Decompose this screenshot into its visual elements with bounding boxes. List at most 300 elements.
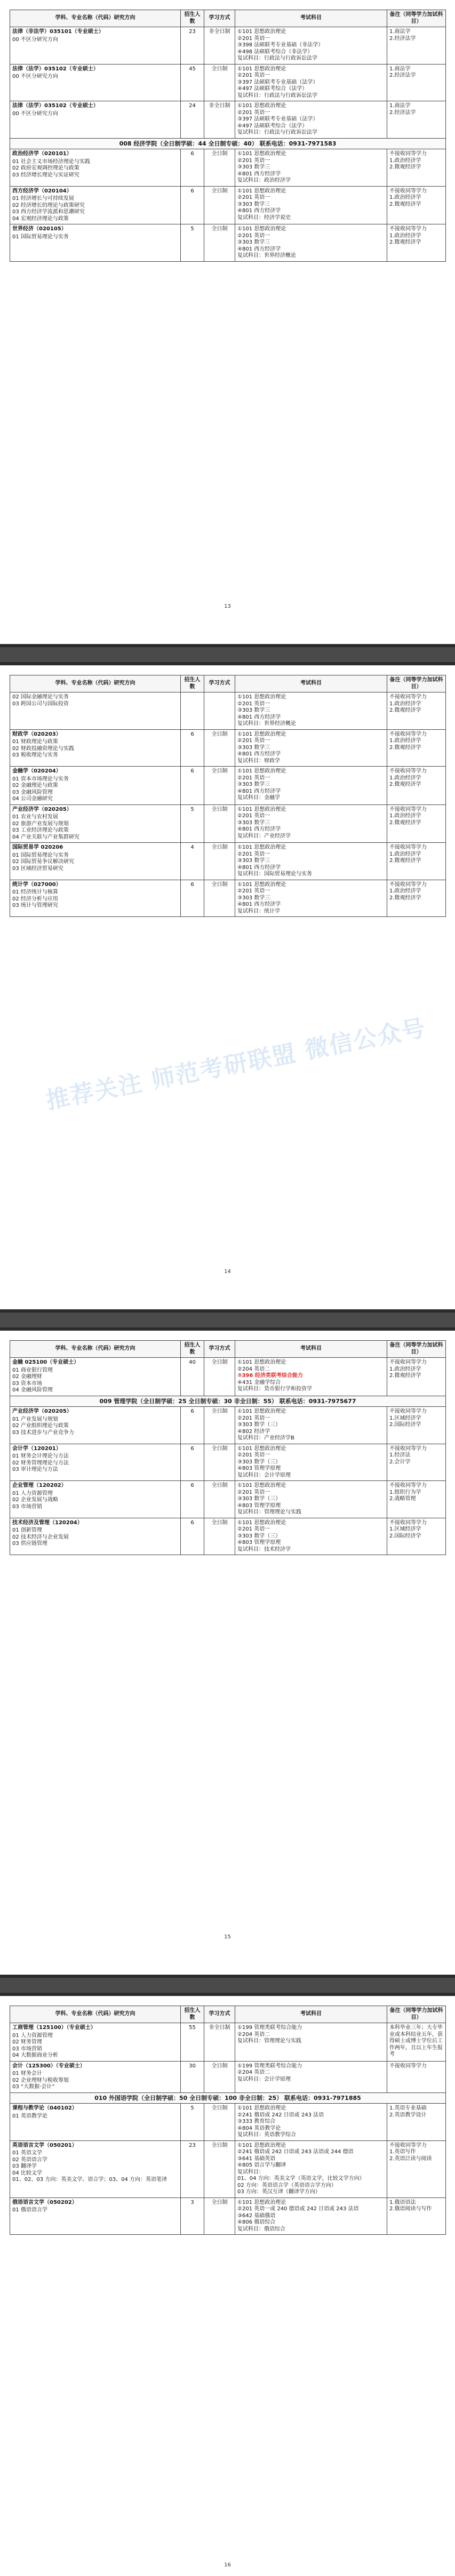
research-direction: 01 人力资源管理 <box>12 1490 53 1496</box>
exam-subject: ③642 基础俄语 <box>237 2212 276 2219</box>
study-mode-cell: 全日制 <box>204 186 235 224</box>
remark-cell <box>387 2061 446 2092</box>
exam-subject: ②201 英语一 <box>237 73 270 78</box>
research-direction: 02 国际贸易争议解决研究 <box>12 859 74 865</box>
study-mode-cell: 全日制 <box>204 1481 235 1518</box>
exam-subject: ②204 英语二 <box>237 2070 270 2075</box>
remark-cell <box>387 804 446 843</box>
major-name: 英语语言文学（050201） <box>12 2142 77 2148</box>
exam-subjects-cell <box>235 1358 387 1396</box>
exam-subject: ④801 西方经济学 <box>237 864 281 871</box>
quota-cell: 5 <box>181 804 204 843</box>
header-remark: 备注（同等学力加试科目） <box>387 1341 446 1358</box>
remark-line: 不接收同等学力 <box>389 1359 427 1365</box>
research-direction: 03 工业经济理论与政策 <box>12 827 69 833</box>
exam-subject: 复试科目：技术经济学 <box>237 1546 291 1552</box>
remark-line: 不接收同等学力 <box>389 226 427 232</box>
exam-subject: 复试科目：产业经济学 <box>237 833 291 839</box>
quota-cell: 23 <box>181 2140 204 2197</box>
exam-subject: ④803 管理学原理 <box>237 1502 281 1509</box>
exam-subjects-cell <box>235 729 387 767</box>
exam-subjects-cell <box>235 101 387 139</box>
research-direction: 04 公司金融研究 <box>12 796 53 802</box>
exam-subjects-cell <box>235 2140 387 2197</box>
exam-subject: ①101 思想政治理论 <box>237 881 286 888</box>
header-discipline: 学科、专业名称（代码）研究方向 <box>10 675 181 693</box>
exam-subject: 复试科目：行政法与行政诉讼法学 <box>237 130 317 135</box>
exam-subject: 复试科目：世界经济概论 <box>237 721 296 727</box>
exam-subject: ①101 思想政治理论 <box>237 2142 286 2148</box>
exam-subject: 复试科目：产业经济学B <box>237 1435 294 1442</box>
research-direction: 01 人力资源管理 <box>12 2032 53 2039</box>
discipline-cell <box>10 1358 181 1396</box>
research-direction: 03 西方经济学流派和思潮研究 <box>12 209 85 215</box>
discipline-cell <box>10 2140 181 2197</box>
remark-line: 2.英语教学设计 <box>389 2112 427 2118</box>
remark-line: 2.经济法学 <box>389 73 416 78</box>
remark-line: 2.微观经济学 <box>389 744 421 751</box>
study-mode-cell: 全日制 <box>204 843 235 880</box>
remark-cell <box>387 843 446 880</box>
table-row <box>10 1407 446 1444</box>
study-mode-cell: 全日制 <box>204 1444 235 1481</box>
table-row <box>10 2140 446 2197</box>
quota-cell: 24 <box>181 101 204 139</box>
remark-line: 1.政治经济学 <box>389 775 421 781</box>
research-direction: 01 财务会计 <box>12 2071 42 2076</box>
study-mode-cell: 全日制 <box>204 880 235 917</box>
exam-subject: ②201 英语一 <box>237 1415 270 1421</box>
remark-cell <box>387 1407 446 1444</box>
admission-table-p15 <box>10 1340 446 1555</box>
research-direction: 00 不区分研究方向 <box>12 74 58 79</box>
table-row <box>10 1518 446 1555</box>
research-direction: 01 商业银行管理 <box>12 1367 53 1373</box>
discipline-cell <box>10 1444 181 1481</box>
section-header: 009 管理学院（全日制学硕：25 全日制专硕：30 非全日制：55） 联系电话：0931-7975677 <box>10 1396 446 1407</box>
exam-subject: 复试科目：统计学 <box>237 908 280 914</box>
watermark: 推荐关注 师范考研联盟 微信公众号 <box>44 1014 429 1115</box>
exam-subject: ②201 英语一 <box>237 1452 270 1459</box>
remark-line: 2.微观经济学 <box>389 1373 421 1379</box>
discipline-cell <box>10 767 181 805</box>
exam-subject: ③303 数学（三） <box>237 1422 281 1428</box>
exam-subject: ②201 英语一 <box>237 232 270 239</box>
exam-subject: 02 方向：英语语言学（英语语言学方向） <box>237 2182 337 2188</box>
exam-subjects-cell <box>235 186 387 224</box>
remark-line: 2.会计学 <box>389 1459 411 1465</box>
study-mode-cell: 全日制 <box>204 729 235 767</box>
major-name: 课程与教学论（040102） <box>12 2105 77 2112</box>
remark-line: 不接收同等学力 <box>389 1445 427 1452</box>
study-mode-cell: 非全日制 <box>204 101 235 139</box>
research-direction: 01 国际贸易理论与实务 <box>12 234 69 240</box>
remark-line: 1.区域经济学 <box>389 1415 421 1421</box>
discipline-cell <box>10 186 181 224</box>
remark-line: 1.政治经济学 <box>389 232 421 239</box>
remark-line: 2.国际经济学 <box>389 1533 421 1539</box>
exam-subject: ④801 西方经济学 <box>237 826 281 832</box>
exam-subject: ②201 英语一或 240 德语或 242 日语或 243 法语 <box>237 2206 359 2212</box>
research-direction: 02 产业组织理论与政策 <box>12 1423 69 1429</box>
table-row <box>10 27 446 65</box>
study-mode-cell: 全日制 <box>204 2061 235 2092</box>
study-mode-cell: 全日制 <box>204 2104 235 2141</box>
exam-subject: 复试科目：管理理论与实践 <box>237 2038 301 2044</box>
research-direction: 01 财政理论与政策 <box>12 739 58 745</box>
remark-line: 1.政治经济学 <box>389 157 421 164</box>
header-mode: 学习方式 <box>204 2006 235 2023</box>
exam-subject: ④431 金融学综合 <box>237 1379 281 1386</box>
remark-line: 2.微观经济学 <box>389 201 421 207</box>
research-direction: 01、02、03 方向：英美文学、语言学；03、04 方向：英语笔译 <box>12 2177 167 2183</box>
remark-line: 2.微观经济学 <box>389 239 421 246</box>
research-direction: 02 财务管理 <box>12 2039 42 2045</box>
remark-line: 1.政治经济学 <box>389 851 421 857</box>
exam-subjects-cell <box>235 2061 387 2092</box>
remark-line: 不接收同等学力 <box>389 881 427 888</box>
remark-line: 不接收同等学力 <box>389 188 427 194</box>
table-row <box>10 224 446 262</box>
remark-cell <box>387 2104 446 2141</box>
exam-subjects-cell <box>235 1444 387 1481</box>
research-direction: 01 社会主义市场经济理论与实践 <box>12 158 90 165</box>
table-row <box>10 149 446 187</box>
quota-cell: 6 <box>181 149 204 187</box>
discipline-cell <box>10 1481 181 1518</box>
remark-line: 2.国际经济学 <box>389 1422 421 1428</box>
research-direction: 00 不区分研究方向 <box>12 36 58 43</box>
exam-subject: 复试科目：管理理论与实践 <box>237 1509 301 1516</box>
exam-subject: ③303 数学三 <box>237 707 270 713</box>
table-row <box>10 64 446 101</box>
major-name: 会计（125300）（专业硕士） <box>12 2063 85 2069</box>
remark-line: 2.微观经济学 <box>389 858 421 864</box>
exam-subject: ②241 俄语或 242 日语或 243 法语或 244 德语 <box>237 2149 354 2155</box>
major-name: 法律（非法学）035101（专业硕士） <box>12 29 104 35</box>
research-direction: 01 国际贸易理论与实务 <box>12 852 69 858</box>
research-direction: 03 经济增长理论与实证研究 <box>12 172 79 178</box>
exam-subject: ①101 思想政治理论 <box>237 2105 286 2112</box>
page-gap <box>0 1953 455 1975</box>
study-mode-cell <box>204 693 235 730</box>
major-name: 西方经济学（020104） <box>12 188 72 194</box>
research-direction: 02 经济分析与应用 <box>12 896 58 902</box>
exam-subject: ②201 英语一 <box>237 1489 270 1495</box>
remark-cell <box>387 224 446 262</box>
exam-subject: ①101 思想政治理论 <box>237 1408 286 1415</box>
page-15 <box>0 1331 455 1953</box>
quota-cell: 5 <box>181 224 204 262</box>
remark-cell <box>387 1444 446 1481</box>
major-name: 产业经济学（020205） <box>12 806 72 812</box>
exam-subject: ④497 法硕联考综合（法学） <box>237 86 308 92</box>
exam-subjects-cell <box>235 693 387 730</box>
exam-subject: ①101 思想政治理论 <box>237 66 286 72</box>
research-direction: 02 企业发展与战略 <box>12 1497 58 1503</box>
research-direction: 01 英语教学论 <box>12 2113 47 2119</box>
exam-subject: ②201 英语一 <box>237 109 270 116</box>
exam-subject: ①101 思想政治理论 <box>237 2199 286 2205</box>
exam-subject: ④805 语言学与翻译 <box>237 2162 286 2169</box>
discipline-cell <box>10 1518 181 1555</box>
discipline-cell <box>10 27 181 65</box>
major-name: 工商管理（125100）（专业硕士） <box>12 2025 96 2031</box>
page-14 <box>0 665 455 1288</box>
remark-line: 不接收同等学力 <box>389 2063 427 2069</box>
exam-subject: ①101 思想政治理论 <box>237 1445 286 1452</box>
exam-subject: ②201 英语一 <box>237 701 270 707</box>
quota-cell <box>181 693 204 730</box>
exam-subject: 复试科目：会计学原理 <box>237 2076 291 2082</box>
exam-subject: ③303 数学三 <box>237 858 270 864</box>
exam-subject: 复试科目：经济学说史 <box>237 214 291 221</box>
exam-subject: ①101 思想政治理论 <box>237 1519 286 1526</box>
discipline-cell <box>10 880 181 917</box>
research-direction: 02 政府宏观调控理论与政策 <box>12 165 79 172</box>
exam-subject: ③303 数学（三） <box>237 1533 281 1539</box>
exam-subject: 复试科目： <box>237 2169 264 2175</box>
exam-subject: ④498 法硕联考综合（非法学） <box>237 49 313 55</box>
remark-cell <box>387 1358 446 1396</box>
exam-subject: 复试科目：财政学 <box>237 758 280 764</box>
page-divider <box>0 1975 455 1996</box>
exam-subjects-cell <box>235 843 387 880</box>
research-direction: 03 市场营销 <box>12 2046 42 2052</box>
section-header: 010 外国语学院（全日制学硕：50 全日制专硕：100 非全日制：25） 联系电话：0931-7971885 <box>10 2092 446 2104</box>
exam-subject: ①101 思想政治理论 <box>237 768 286 774</box>
table-row <box>10 693 446 730</box>
page-divider <box>0 644 455 665</box>
remark-cell <box>387 767 446 805</box>
header-remark: 备注（同等学力加试科目） <box>387 675 446 693</box>
exam-subjects-cell <box>235 149 387 187</box>
exam-subject: ③303 数学三 <box>237 744 270 751</box>
table-row <box>10 186 446 224</box>
exam-subject: ②201 英语一 <box>237 157 270 164</box>
discipline-cell <box>10 2061 181 2092</box>
exam-subject: ③303 数学三 <box>237 782 270 787</box>
remark-line: 不接收同等学力 <box>389 1519 427 1526</box>
discipline-cell <box>10 101 181 139</box>
remark-line: 不接收同等学力 <box>389 806 427 812</box>
discipline-cell <box>10 843 181 880</box>
exam-subject: ①101 思想政治理论 <box>237 103 286 109</box>
study-mode-cell: 全日制 <box>204 1358 235 1396</box>
page-number: 14 <box>224 1269 231 1275</box>
admission-table-p16 <box>10 2006 446 2235</box>
remark-line: 不接收同等学力 <box>389 694 427 700</box>
study-mode-cell: 全日制 <box>204 224 235 262</box>
remark-line: 2.微观经济学 <box>389 707 421 713</box>
major-name: 财政学（020203） <box>12 731 61 737</box>
exam-subject: ③303 数学三 <box>237 164 270 171</box>
remark-cell <box>387 64 446 101</box>
study-mode-cell: 全日制 <box>204 767 235 805</box>
exam-subject: 01、04 方向：英美文学（英语文学，比较文学方向） <box>237 2176 365 2182</box>
exam-subject: ④802 经济学 <box>237 1428 270 1435</box>
exam-subject: 复试科目：政治经济学 <box>237 178 291 184</box>
research-direction: 03 “大数据·会计” <box>12 2084 55 2090</box>
exam-subject: ④801 西方经济学 <box>237 171 281 177</box>
remark-line: 不接收同等学力 <box>389 1483 427 1489</box>
exam-subject: ④497 法硕联考综合（法学） <box>237 123 308 129</box>
exam-subject: ④804 英语教学论 <box>237 2125 281 2131</box>
exam-subjects-cell <box>235 767 387 805</box>
exam-subject: 03 方向：英汉互译（翻译学方向） <box>237 2189 321 2195</box>
remark-line: 1.政治经济学 <box>389 738 421 744</box>
header-remark: 备注（同等学力加试科目） <box>387 10 446 27</box>
section-header: 008 经济学院（全日制学硕：44 全日制专硕：40） 联系电话：0931-7971583 <box>10 138 446 149</box>
exam-subject: ①101 思想政治理论 <box>237 731 286 737</box>
remark-line: 不接收同等学力 <box>389 731 427 737</box>
major-name: 法律（法学）035102（专业硕士） <box>12 103 99 109</box>
remark-cell <box>387 27 446 65</box>
research-direction: 01 财务会计理论与方法 <box>12 1453 69 1460</box>
exam-subject: ①101 思想政治理论 <box>237 1483 286 1489</box>
table-row <box>10 804 446 843</box>
research-direction: 01 经济统计与核算 <box>12 889 58 895</box>
research-direction: 02 英语语言学 <box>12 2156 47 2163</box>
table-row <box>10 2061 446 2092</box>
remark-line: 2.经济法学 <box>389 35 416 42</box>
exam-subject: ③303 数学三 <box>237 201 270 207</box>
remark-line: 1.商法学 <box>389 103 411 109</box>
research-direction: 02 旅游产业发展与规划 <box>12 820 69 827</box>
exam-subjects-cell <box>235 1518 387 1555</box>
remark-cell <box>387 729 446 767</box>
remark-cell <box>387 149 446 187</box>
remark-cell <box>387 880 446 917</box>
discipline-cell <box>10 693 181 730</box>
quota-cell: 40 <box>181 1358 204 1396</box>
exam-subject: 复试科目：货币银行学和投资学 <box>237 1386 312 1392</box>
exam-subject: ②201 英语一 <box>237 738 270 744</box>
major-name: 会计学（120201） <box>12 1445 61 1452</box>
remark-cell <box>387 186 446 224</box>
header-mode: 学习方式 <box>204 10 235 27</box>
exam-subject: ②201 英语一 <box>237 195 270 201</box>
remark-line: 1.政治经济学 <box>389 1366 421 1372</box>
research-direction: 02 金融理论与政策 <box>12 783 58 788</box>
research-direction: 03 税收理论与实务 <box>12 752 58 758</box>
major-name: 金融 025100（专业硕士） <box>12 1359 79 1365</box>
remark-cell <box>387 1518 446 1555</box>
remark-line: 1.俄语语法 <box>389 2199 416 2205</box>
exam-subject: ①101 思想政治理论 <box>237 844 286 850</box>
quota-cell: 6 <box>181 880 204 917</box>
discipline-cell <box>10 804 181 843</box>
exam-subject: ②201 英语一 <box>237 35 270 42</box>
remark-cell <box>387 2197 446 2235</box>
research-direction: 01 产业发展与规划 <box>12 1416 58 1422</box>
quota-cell: 3 <box>181 2197 204 2235</box>
study-mode-cell: 非全日制 <box>204 27 235 65</box>
page-13 <box>0 0 455 623</box>
exam-subject: ④801 西方经济学 <box>237 246 281 252</box>
research-direction: 04 金融风险管理 <box>12 1387 53 1393</box>
remark-line: 不接收同等学力 <box>389 768 427 774</box>
exam-subject: ③303 数学三 <box>237 239 270 246</box>
discipline-cell <box>10 729 181 767</box>
research-direction: 04 宏观经济理论与政策 <box>12 215 69 222</box>
quota-cell: 23 <box>181 27 204 65</box>
exam-subject: 复试科目：行政法与行政诉讼法学 <box>237 92 317 99</box>
study-mode-cell: 全日制 <box>204 149 235 187</box>
major-name: 世界经济（020105） <box>12 226 67 232</box>
remark-line: 1.英语专业基础 <box>389 2105 427 2112</box>
table-row <box>10 1444 446 1481</box>
research-direction: 03 统计与管理研究 <box>12 903 58 908</box>
remark-line: 1.区域经济学 <box>389 1526 421 1533</box>
research-direction: 03 供应链管理 <box>12 1541 47 1547</box>
header-exam: 考试科目 <box>235 2006 387 2023</box>
exam-subject: ①101 思想政治理论 <box>237 694 286 700</box>
research-direction: 03 跨国公司与国际投资 <box>12 701 69 707</box>
header-remark: 备注（同等学力加试科目） <box>387 2006 446 2023</box>
remark-line: 本科毕业三年；大专毕业或本科结业五年，获得硕士或博士学位后工作两年，且以上年生报考 <box>389 2025 443 2057</box>
study-mode-cell: 全日制 <box>204 1407 235 1444</box>
table-row <box>10 2104 446 2141</box>
page-16 <box>0 1996 455 2576</box>
study-mode-cell: 全日制 <box>204 1518 235 1555</box>
quota-cell: 45 <box>181 64 204 101</box>
page-number: 16 <box>224 2562 231 2568</box>
exam-subject: ①101 思想政治理论 <box>237 806 286 812</box>
exam-subject: 复试科目：会计学原理 <box>237 1472 291 1478</box>
exam-subject: ②201 英语一 <box>237 888 270 894</box>
research-direction: 01 经济增长与可持续发展 <box>12 196 74 202</box>
research-direction: 01 资本市场理论与实务 <box>12 776 69 782</box>
research-direction: 03 市场营销 <box>12 1503 42 1510</box>
exam-subject: ①101 思想政治理论 <box>237 29 286 35</box>
remark-line: 不接收同等学力 <box>389 844 427 850</box>
remark-line: 1.组织行为学 <box>389 1489 421 1495</box>
research-direction: 04 比较文学 <box>12 2170 42 2176</box>
header-exam: 考试科目 <box>235 675 387 693</box>
research-direction: 03 技术进步与产业竞争力 <box>12 1429 74 1436</box>
research-direction: 01 英语文学 <box>12 2150 42 2156</box>
table-row <box>10 880 446 917</box>
discipline-cell <box>10 1407 181 1444</box>
exam-subject: ②201 英语一 <box>237 1526 270 1533</box>
exam-subject: ②201 英语一 <box>237 851 270 857</box>
exam-subject: ①199 管理类联考综合能力 <box>237 2025 302 2031</box>
exam-subject: ④801 西方经济学 <box>237 714 281 720</box>
exam-subject: ③303 数学三 <box>237 819 270 826</box>
quota-cell: 30 <box>181 2061 204 2092</box>
research-direction: 02 企业理财与税收筹划 <box>12 2077 69 2083</box>
study-mode-cell: 全日制 <box>204 64 235 101</box>
remark-line: 2.战略管理 <box>389 1496 416 1502</box>
remark-line: 2.经济法学 <box>389 109 416 116</box>
research-direction: 02 技术经济与企业发展 <box>12 1534 69 1540</box>
exam-subjects-cell <box>235 2104 387 2141</box>
table-row <box>10 2023 446 2062</box>
header-mode: 学习方式 <box>204 675 235 693</box>
table-row <box>10 843 446 880</box>
remark-cell <box>387 2023 446 2062</box>
exam-subject: ④801 西方经济学 <box>237 208 281 214</box>
quota-cell: 6 <box>181 729 204 767</box>
research-direction: 03 资本市场 <box>12 1380 42 1387</box>
major-name: 法律（法学）035102（专业硕士） <box>12 66 99 72</box>
research-direction: 03 翻译学 <box>12 2163 37 2170</box>
exam-subjects-cell <box>235 64 387 101</box>
exam-subject: 复试科目：俄语综合 <box>237 2226 285 2232</box>
header-discipline: 学科、专业名称（代码）研究方向 <box>10 1341 181 1358</box>
header-discipline: 学科、专业名称（代码）研究方向 <box>10 10 181 27</box>
